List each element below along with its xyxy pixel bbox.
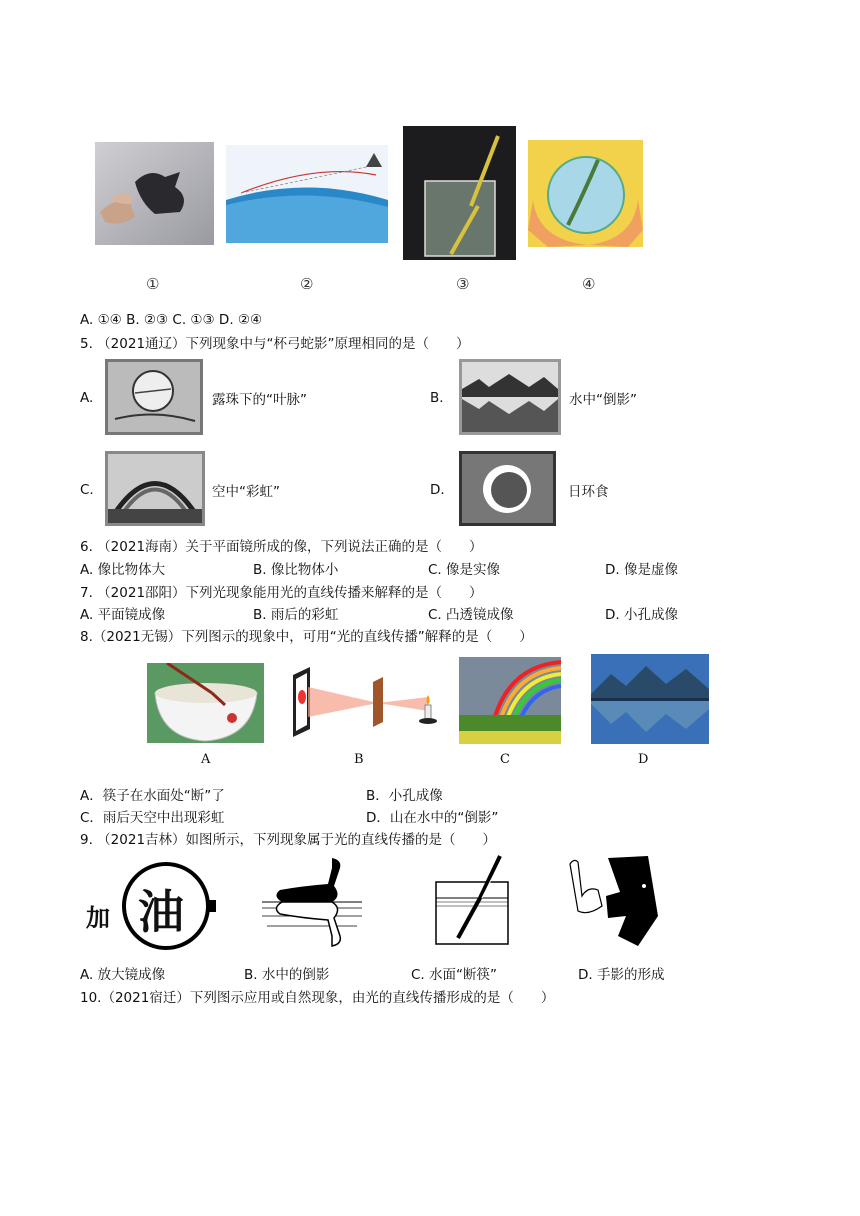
q9-option-d: D. 手影的形成 — [578, 967, 665, 983]
q8-caption-b: B — [354, 752, 364, 767]
q4-label-1: ① — [146, 275, 160, 293]
q4-image-pencil-in-water — [403, 126, 516, 260]
q9-option-c: C. 水面“断筷” — [411, 967, 497, 983]
q9-stem: 9. （2021吉林）如图所示，下列现象属于光的直线传播的是（ ） — [80, 832, 497, 848]
q8-image-d-mountain-reflection — [591, 654, 709, 744]
q4-options: A. ①④ B. ②③ C. ①③ D. ②④ — [80, 312, 263, 328]
q5-option-a-text: 露珠下的“叶脉” — [212, 392, 307, 408]
q6-option-b: B. 像比物体小 — [253, 562, 339, 578]
q8-option-c: C．雨后天空中出现彩虹 — [80, 810, 225, 826]
q8-option-d: D．山在水中的“倒影” — [366, 810, 499, 826]
q8-stem: 8.（2021无锡）下列图示的现象中，可用“光的直线传播”解释的是（ ） — [80, 629, 533, 645]
q4-image-straw-bending — [226, 145, 388, 243]
q4-image-hand-shadow — [95, 142, 214, 245]
q5-image-b-reflection — [459, 359, 561, 435]
q9-image-d-hand-shadow — [568, 856, 660, 948]
q8-option-a: A．筷子在水面处“断”了 — [80, 788, 225, 804]
q5-image-a-dewdrop — [105, 359, 203, 435]
q7-option-c: C. 凸透镜成像 — [428, 607, 514, 623]
q7-option-d: D. 小孔成像 — [605, 607, 678, 623]
q5-stem: 5. （2021通辽）下列现象中与“杯弓蛇影”原理相同的是（ ） — [80, 336, 470, 352]
q4-label-3: ③ — [456, 275, 470, 293]
q4-image-magnifier-leaf — [528, 140, 643, 247]
q5-option-c-text: 空中“彩虹” — [212, 484, 280, 500]
q5-image-d-annular-eclipse — [459, 451, 556, 526]
q8-image-a-chopsticks-bowl — [147, 663, 264, 743]
q9-image-a-magnifier — [86, 860, 216, 952]
q9-option-b: B. 水中的倒影 — [244, 967, 330, 983]
q7-stem: 7. （2021邵阳）下列光现象能用光的直线传播来解释的是（ ） — [80, 585, 483, 601]
q4-label-4: ④ — [582, 275, 596, 293]
q9-option-a: A. 放大镜成像 — [80, 967, 166, 983]
q8-image-c-rainbow — [459, 657, 561, 744]
q8-option-b: B．小孔成像 — [366, 788, 443, 804]
q8-caption-a: A — [201, 752, 211, 767]
q6-option-c: C. 像是实像 — [428, 562, 501, 578]
q5-option-d-letter: D. — [430, 482, 445, 498]
q6-option-a: A. 像比物体大 — [80, 562, 166, 578]
q7-option-a: A. 平面镜成像 — [80, 607, 166, 623]
q4-label-2: ② — [300, 275, 314, 293]
q8-image-b-pinhole — [288, 667, 438, 737]
q5-option-c-letter: C. — [80, 482, 94, 498]
q5-option-a-letter: A. — [80, 390, 94, 406]
q10-stem: 10.（2021宿迁）下列图示应用或自然现象，由光的直线传播形成的是（ ） — [80, 990, 555, 1006]
q8-caption-c: C — [500, 752, 510, 767]
q5-image-c-rainbow — [105, 451, 205, 526]
q9-fig-text-you: 油 — [138, 885, 184, 939]
q9-fig-text-jia: 加 — [86, 903, 110, 932]
q9-image-b-goose-reflection — [262, 856, 362, 948]
q6-option-d: D. 像是虚像 — [605, 562, 678, 578]
q8-caption-d: D — [638, 752, 649, 767]
q5-option-b-text: 水中“倒影” — [569, 392, 637, 408]
q9-image-c-bent-chopstick — [430, 854, 514, 946]
q7-option-b: B. 雨后的彩虹 — [253, 607, 339, 623]
q6-stem: 6. （2021海南）关于平面镜所成的像，下列说法正确的是（ ） — [80, 539, 483, 555]
q5-option-b-letter: B. — [430, 390, 444, 406]
q5-option-d-text: 日环食 — [568, 484, 609, 500]
